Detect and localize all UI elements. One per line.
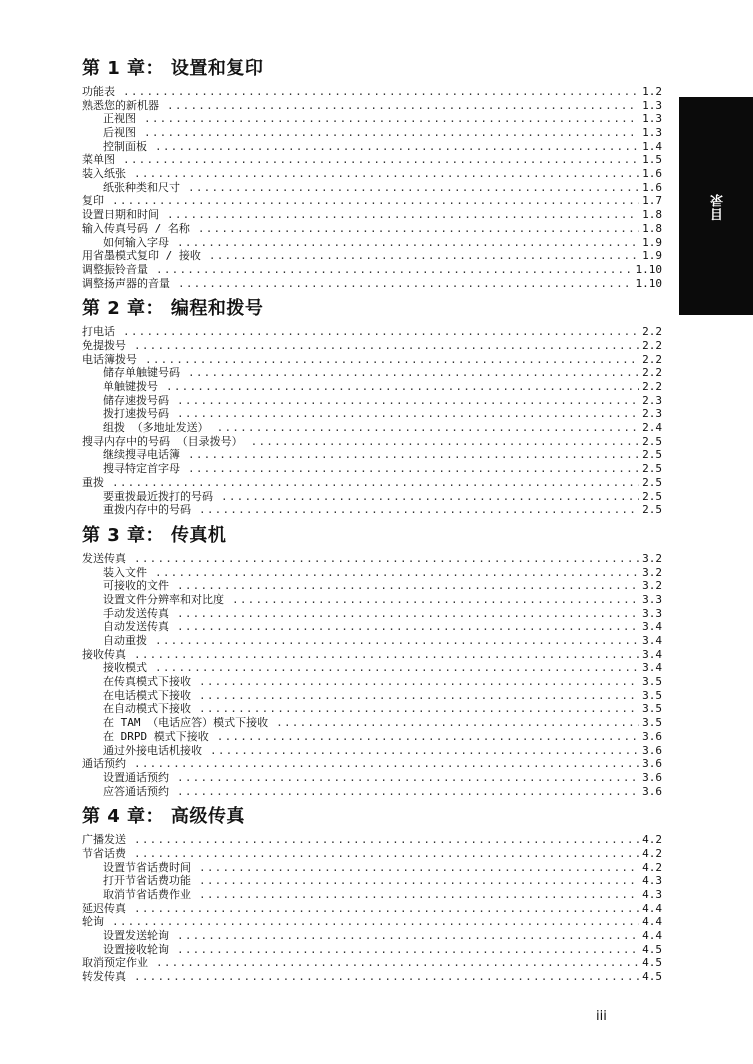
toc-page-number: 2.5 — [642, 462, 662, 476]
dot-leader — [188, 448, 639, 462]
toc-entry-title: 继续搜寻电话簿 — [103, 448, 180, 462]
dot-leader — [199, 874, 639, 888]
dot-leader — [123, 153, 639, 167]
dot-leader — [199, 702, 639, 716]
toc-entry-title: 手动发送传真 — [103, 606, 169, 620]
toc-page-number: 3.3 — [642, 606, 662, 620]
dot-leader — [156, 263, 633, 277]
toc-entry-title: 输入传真号码 / 名称 — [82, 221, 190, 235]
chapter-title: 第 4 章： 高级传真 — [82, 806, 245, 828]
toc-page-number: 4.5 — [642, 970, 662, 984]
toc-entry-title: 单触键拨号 — [103, 380, 158, 394]
toc-subentry[interactable] — [82, 503, 662, 517]
toc-entry-title: 取消节省话费作业 — [103, 888, 191, 902]
toc-entry-title: 电话簿拨号 — [82, 352, 137, 366]
toc-subentry[interactable] — [82, 112, 662, 126]
dot-leader — [198, 222, 639, 236]
toc-subentry[interactable] — [82, 462, 662, 476]
toc-page-number: 4.3 — [642, 888, 662, 902]
dot-leader — [188, 181, 639, 195]
toc-entry-title: 装入纸张 — [82, 167, 126, 181]
toc-page-number: 3.2 — [642, 551, 662, 565]
toc-page-number: 3.5 — [642, 702, 662, 716]
toc-entry-title: 设置接收轮询 — [103, 942, 169, 956]
toc-entry-title: 在传真模式下接收 — [103, 675, 191, 689]
toc-entry-title: 功能表 — [82, 84, 115, 98]
toc-page-number: 2.5 — [642, 448, 662, 462]
dot-leader — [199, 689, 639, 703]
toc-entry[interactable] — [82, 153, 662, 167]
toc-subentry[interactable] — [82, 861, 662, 875]
toc-entry-title: 复印 — [82, 194, 104, 208]
toc-page-number: 2.4 — [642, 421, 662, 435]
dot-leader — [199, 888, 639, 902]
dot-leader — [276, 716, 639, 730]
dot-leader — [221, 490, 639, 504]
toc-entry-title: 如何输入字母 — [103, 235, 169, 249]
toc-page-number: 3.5 — [642, 716, 662, 730]
toc-subentry[interactable] — [82, 675, 662, 689]
dot-leader — [134, 167, 639, 181]
dot-leader — [177, 943, 639, 957]
toc-subentry[interactable] — [82, 634, 662, 648]
toc-entry[interactable] — [82, 249, 662, 263]
toc-entry-title: 轮询 — [82, 915, 104, 929]
toc-entry-title: 设置日期和时间 — [82, 208, 159, 222]
toc-entry-title: 广播发送 — [82, 833, 126, 847]
toc-subentry[interactable] — [82, 126, 662, 140]
toc-page-number: 3.6 — [642, 784, 662, 798]
toc-entry-title: 转发传真 — [82, 970, 126, 984]
toc-entry[interactable] — [82, 339, 662, 353]
toc-entry[interactable] — [82, 222, 662, 236]
toc-entry[interactable] — [82, 195, 662, 209]
toc-entry[interactable] — [82, 435, 662, 449]
toc-subentry[interactable] — [82, 366, 662, 380]
toc-page-number: 2.5 — [642, 475, 662, 489]
toc-page-number: 3.6 — [642, 770, 662, 784]
toc-entry-title: 要重拨最近拨打的号码 — [103, 489, 213, 503]
toc-entry[interactable] — [82, 277, 662, 291]
toc-entry-title: 组拨 （多地址发送） — [103, 421, 209, 435]
toc-entry-title: 接收模式 — [103, 661, 147, 675]
toc-page-number: 1.10 — [635, 262, 662, 276]
toc-entry-title: 正视图 — [103, 112, 136, 126]
dot-leader — [188, 462, 639, 476]
toc-entry[interactable] — [82, 476, 662, 490]
toc-entry-title: 拨打速拨号码 — [103, 407, 169, 421]
toc-entry[interactable] — [82, 847, 662, 861]
toc-entry-title: 菜单图 — [82, 153, 115, 167]
dot-leader — [232, 593, 639, 607]
toc-entry-title: 打开节省话费功能 — [103, 874, 191, 888]
dot-leader — [134, 902, 639, 916]
toc-page-number: 3.6 — [642, 757, 662, 771]
dot-leader — [123, 85, 639, 99]
toc-entry-title: 调整扬声器的音量 — [82, 276, 170, 290]
toc-page-number: 2.2 — [642, 380, 662, 394]
dot-leader — [209, 249, 639, 263]
toc-page-number: 4.2 — [642, 860, 662, 874]
toc-entry-title: 熟悉您的新机器 — [82, 98, 159, 112]
dot-leader — [112, 915, 639, 929]
toc-subentry[interactable] — [82, 771, 662, 785]
toc-page-number: 1.3 — [642, 126, 662, 140]
toc-entry-title: 调整振铃音量 — [82, 262, 148, 276]
toc-entry-title: 延迟传真 — [82, 901, 126, 915]
toc-page-number: 4.4 — [642, 901, 662, 915]
toc-page-number: 4.5 — [642, 942, 662, 956]
dot-leader — [217, 421, 640, 435]
toc-page-number: 1.5 — [642, 153, 662, 167]
chapter-title: 第 2 章： 编程和拨号 — [82, 298, 264, 320]
dot-leader — [217, 730, 639, 744]
toc-page-number: 1.6 — [642, 180, 662, 194]
toc-page-number: 4.2 — [642, 833, 662, 847]
toc-entry-title: 在电话模式下接收 — [103, 688, 191, 702]
toc-entry-title: 后视图 — [103, 126, 136, 140]
chapter-section — [82, 296, 662, 517]
toc-page-number: 3.4 — [642, 647, 662, 661]
toc-subentry[interactable] — [82, 407, 662, 421]
dot-leader — [123, 325, 639, 339]
toc-subentry[interactable] — [82, 394, 662, 408]
toc-entry-title: 节省话费 — [82, 846, 126, 860]
toc-page-number: 2.5 — [642, 434, 662, 448]
toc-subentry[interactable] — [82, 181, 662, 195]
dot-leader — [199, 503, 639, 517]
toc-page-number: 3.2 — [642, 565, 662, 579]
toc-subentry[interactable] — [82, 943, 662, 957]
toc-subentry[interactable] — [82, 607, 662, 621]
dot-leader — [177, 929, 639, 943]
toc-subentry[interactable] — [82, 689, 662, 703]
toc-entry[interactable] — [82, 208, 662, 222]
toc-entry[interactable] — [82, 353, 662, 367]
toc-page-number: 2.2 — [642, 366, 662, 380]
toc-entry-title: 搜寻内存中的号码 （目录拨号） — [82, 434, 243, 448]
toc-entry[interactable] — [82, 648, 662, 662]
toc-entry-title: 发送传真 — [82, 551, 126, 565]
toc-entry-title: 设置发送轮询 — [103, 929, 169, 943]
toc-entry-title: 储存单触键号码 — [103, 366, 180, 380]
dot-leader — [134, 648, 639, 662]
dot-leader — [177, 579, 639, 593]
toc-page-number: 1.4 — [642, 139, 662, 153]
toc-entry[interactable] — [82, 915, 662, 929]
toc-entry[interactable] — [82, 552, 662, 566]
toc-entry-title: 通过外接电话机接收 — [103, 743, 202, 757]
toc-page-number: 1.8 — [642, 221, 662, 235]
dot-leader — [144, 126, 639, 140]
toc-subentry[interactable] — [82, 744, 662, 758]
dot-leader — [210, 744, 639, 758]
toc-entry[interactable] — [82, 757, 662, 771]
toc-entry-title: 可接收的文件 — [103, 579, 169, 593]
toc-entry-title: 装入文件 — [103, 565, 147, 579]
toc-page-number: 4.4 — [642, 915, 662, 929]
toc-entry-title: 设置节省话费时间 — [103, 860, 191, 874]
toc-entry-title: 免提拨号 — [82, 338, 126, 352]
toc-subentry[interactable] — [82, 703, 662, 717]
toc-entry[interactable] — [82, 957, 662, 971]
toc-page-number: 3.3 — [642, 592, 662, 606]
toc-page-number: 3.5 — [642, 688, 662, 702]
toc-page-number: 4.4 — [642, 929, 662, 943]
toc-page-number: 3.6 — [642, 743, 662, 757]
toc-subentry[interactable] — [82, 716, 662, 730]
toc-entry-title: 在 TAM （电话应答）模式下接收 — [103, 716, 269, 730]
toc-entry-title: 在 DRPD 模式下接收 — [103, 729, 209, 743]
dot-leader — [178, 277, 633, 291]
dot-leader — [167, 208, 639, 222]
toc-page-number: 2.5 — [642, 489, 662, 503]
toc-entry-title: 纸张种类和尺寸 — [103, 180, 180, 194]
dot-leader — [134, 552, 639, 566]
toc-entry[interactable] — [82, 325, 662, 339]
chapter-section — [82, 523, 662, 798]
toc-subentry[interactable] — [82, 449, 662, 463]
toc-subentry[interactable] — [82, 593, 662, 607]
toc-page-number: 1.3 — [642, 112, 662, 126]
toc-entry[interactable] — [82, 833, 662, 847]
toc-page-number: 1.6 — [642, 167, 662, 181]
dot-leader — [145, 353, 639, 367]
toc-entry-title: 在自动模式下接收 — [103, 702, 191, 716]
section-side-tab[interactable] — [679, 97, 753, 315]
toc-subentry[interactable] — [82, 490, 662, 504]
toc-page-number: 3.4 — [642, 620, 662, 634]
dot-leader — [166, 380, 639, 394]
chapter-title: 第 1 章： 设置和复印 — [82, 58, 264, 79]
toc-entry[interactable] — [82, 970, 662, 984]
toc-subentry[interactable] — [82, 566, 662, 580]
dot-leader — [177, 771, 639, 785]
toc-page-number: 1.2 — [642, 84, 662, 98]
toc-page-number: 1.8 — [642, 208, 662, 222]
table-of-contents — [82, 56, 662, 984]
toc-subentry[interactable] — [82, 236, 662, 250]
toc-entry[interactable] — [82, 85, 662, 99]
dot-leader — [155, 661, 639, 675]
dot-leader — [134, 847, 639, 861]
dot-leader — [134, 757, 639, 771]
dot-leader — [251, 435, 640, 449]
toc-subentry[interactable] — [82, 421, 662, 435]
toc-entry-title: 重拨内存中的号码 — [103, 503, 191, 517]
toc-subentry[interactable] — [82, 874, 662, 888]
toc-subentry[interactable] — [82, 888, 662, 902]
toc-entry-title: 设置通话预约 — [103, 770, 169, 784]
toc-page-number: 1.9 — [642, 249, 662, 263]
dot-leader — [177, 394, 639, 408]
toc-page-number: 4.5 — [642, 956, 662, 970]
dot-leader — [155, 634, 639, 648]
dot-leader — [177, 785, 639, 799]
dot-leader — [112, 194, 639, 208]
dot-leader — [134, 970, 639, 984]
toc-subentry[interactable] — [82, 785, 662, 799]
chapter-section — [82, 804, 662, 984]
dot-leader — [156, 956, 639, 970]
toc-subentry[interactable] — [82, 579, 662, 593]
dot-leader — [155, 140, 639, 154]
dot-leader — [177, 607, 639, 621]
toc-page-number: 2.3 — [642, 393, 662, 407]
chapter-title: 第 3 章： 传真机 — [82, 524, 227, 546]
toc-entry-title: 应答通话预约 — [103, 784, 169, 798]
dot-leader — [177, 620, 639, 634]
dot-leader — [134, 833, 639, 847]
dot-leader — [177, 407, 639, 421]
toc-entry-title: 通话预约 — [82, 757, 126, 771]
toc-entry-title: 自动发送传真 — [103, 620, 169, 634]
toc-page-number: 3.6 — [642, 729, 662, 743]
toc-subentry[interactable] — [82, 730, 662, 744]
toc-page-number: 4.2 — [642, 846, 662, 860]
toc-page-number: 2.2 — [642, 352, 662, 366]
toc-page-number: 1.9 — [642, 235, 662, 249]
dot-leader — [155, 566, 639, 580]
dot-leader — [199, 675, 639, 689]
chapter-section — [82, 56, 662, 290]
toc-page-number: 1.3 — [642, 98, 662, 112]
dot-leader — [188, 366, 639, 380]
toc-entry-title: 设置文件分辨率和对比度 — [103, 592, 224, 606]
page-number: iii — [596, 1009, 607, 1024]
toc-page-number: 2.5 — [642, 503, 662, 517]
toc-page-number: 2.3 — [642, 407, 662, 421]
toc-entry-title: 接收传真 — [82, 647, 126, 661]
dot-leader — [167, 99, 639, 113]
toc-entry-title: 取消预定作业 — [82, 956, 148, 970]
toc-page-number: 3.2 — [642, 579, 662, 593]
toc-entry[interactable] — [82, 902, 662, 916]
toc-subentry[interactable] — [82, 661, 662, 675]
toc-page-number: 1.10 — [635, 276, 662, 290]
toc-subentry[interactable] — [82, 929, 662, 943]
toc-entry-title: 自动重拨 — [103, 634, 147, 648]
toc-entry-title: 储存速拨号码 — [103, 393, 169, 407]
toc-entry-title: 用省墨模式复印 / 接收 — [82, 249, 201, 263]
toc-entry[interactable] — [82, 99, 662, 113]
toc-page-number: 3.4 — [642, 661, 662, 675]
toc-page-number: 3.4 — [642, 634, 662, 648]
toc-entry-title: 控制面板 — [103, 139, 147, 153]
toc-page-number: 2.2 — [642, 325, 662, 339]
side-tab-label: 目录 — [711, 193, 726, 221]
toc-entry-title: 打电话 — [82, 325, 115, 339]
dot-leader — [199, 861, 639, 875]
dot-leader — [144, 112, 639, 126]
toc-page-number: 1.7 — [642, 194, 662, 208]
toc-entry[interactable] — [82, 263, 662, 277]
toc-entry-title: 重拨 — [82, 475, 104, 489]
toc-subentry[interactable] — [82, 620, 662, 634]
toc-entry[interactable] — [82, 167, 662, 181]
toc-page-number: 3.5 — [642, 675, 662, 689]
toc-entry-title: 搜寻特定首字母 — [103, 462, 180, 476]
dot-leader — [177, 236, 639, 250]
toc-subentry[interactable] — [82, 140, 662, 154]
toc-page-number: 2.2 — [642, 338, 662, 352]
dot-leader — [134, 339, 639, 353]
dot-leader — [112, 476, 639, 490]
toc-subentry[interactable] — [82, 380, 662, 394]
toc-page-number: 4.3 — [642, 874, 662, 888]
